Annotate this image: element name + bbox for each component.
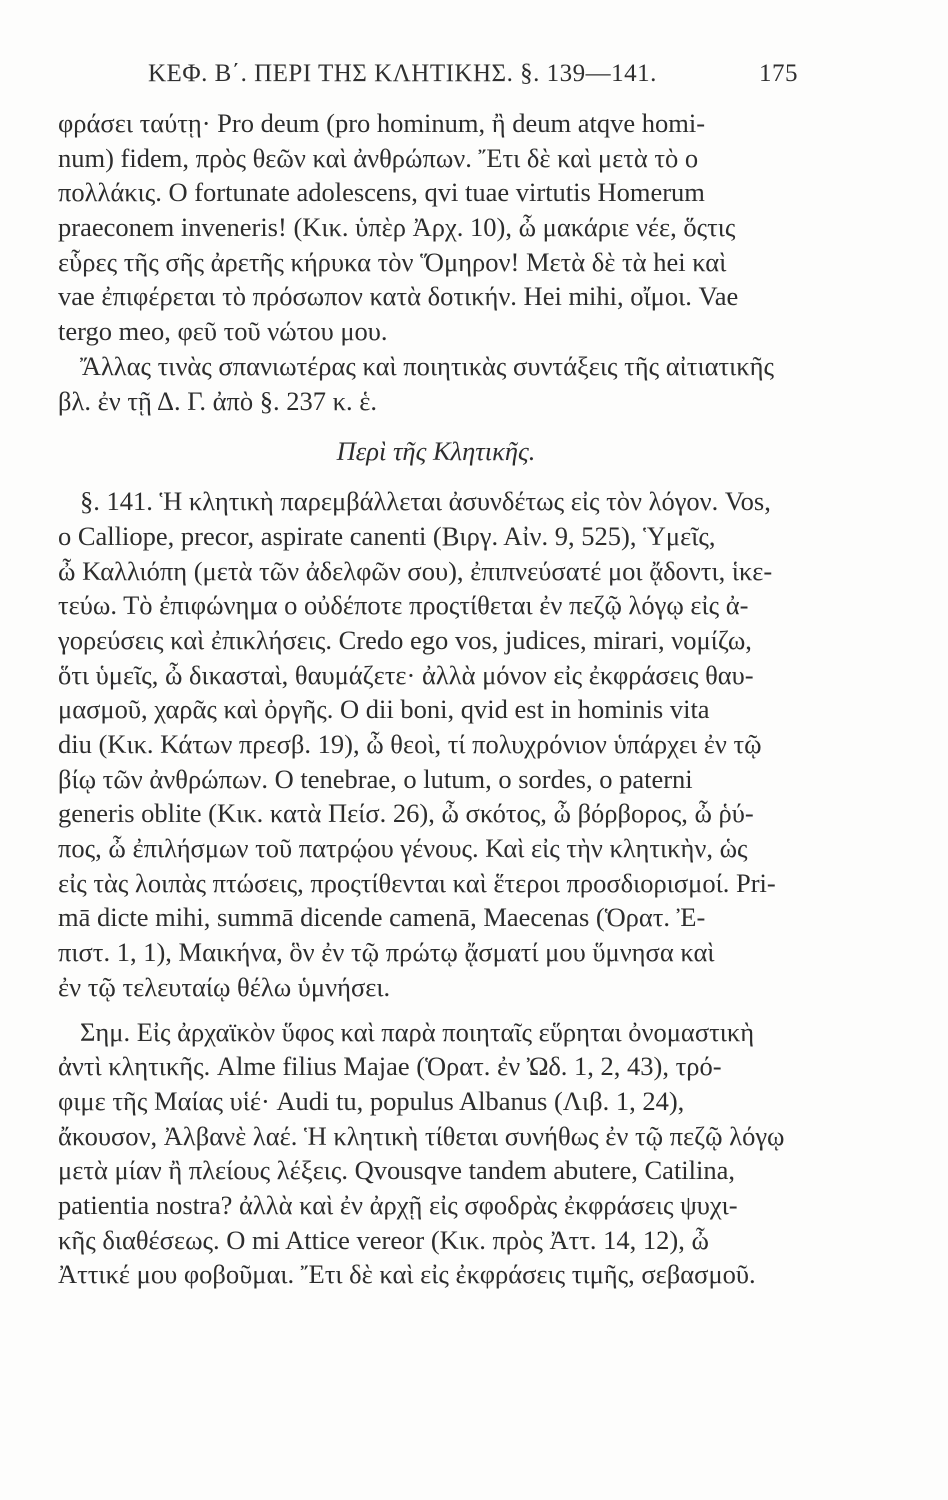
- text-line: μετὰ μίαν ἢ πλείους λέξεις. Qvousqve tandem abutere, Catilina,: [58, 1155, 736, 1186]
- running-header: [148, 60, 798, 100]
- text-line: πος, ὦ ἐπιλήσμων τοῦ πατρῴου γένους. Καὶ εἰς τὴν κλητικὴν, ὡς: [58, 833, 748, 864]
- text-line: generis oblite (Κικ. κατὰ Πείσ. 26), ὦ σκότος, ὦ βόρβορος, ὦ ῥύ-: [58, 798, 754, 829]
- text-line: ὦ Καλλιόπη (μετὰ τῶν ἀδελφῶν σου), ἐπιπνεύσατέ μοι ᾄδοντι, ἱκε-: [58, 555, 773, 586]
- text-line: εὗρες τῆς σῆς ἀρετῆς κήρυκα τὸν Ὅμηρον! Μετὰ δὲ τὰ hei καὶ: [58, 246, 727, 277]
- section-heading: Περὶ τῆς Κλητικῆς.: [336, 436, 536, 467]
- text-line: o Calliope, precor, aspirate canenti (Βιργ. Αἰν. 9, 525), Ὑμεῖς,: [58, 520, 716, 551]
- text-line: tergo meo, φεῦ τοῦ νώτου μου.: [58, 316, 388, 347]
- paragraph-section-141: [58, 484, 814, 1004]
- spacer: [58, 1005, 814, 1015]
- text-line: §. 141. Ἡ κλητικὴ παρεμβάλλεται ἀσυνδέτως εἰς τὸν λόγον. Vos,: [80, 486, 771, 517]
- text-line: vae ἐπιφέρεται τὸ πρόσωπον κατὰ δοτικήν. Hei mihi, οἴμοι. Vae: [58, 281, 739, 312]
- text-line: κῆς διαθέσεως. O mi Attice vereor (Κικ. πρὸς Ἀττ. 14, 12), ὦ: [58, 1224, 709, 1255]
- text-line: mā dicte mihi, summā dicende camenā, Maecenas (Ὁρατ. Ἐ-: [58, 902, 706, 933]
- text-line: patientia nostra? ἀλλὰ καὶ ἐν ἀρχῇ εἰς σφοδρὰς ἐκφράσεις ψυχι-: [58, 1189, 738, 1220]
- text-line: βλ. ἐν τῇ Δ. Γ. ἀπὸ §. 237 κ. ἑ.: [58, 385, 378, 416]
- body-text: [58, 106, 814, 1292]
- text-line: diu (Κικ. Κάτων πρεσβ. 19), ὦ θεοὶ, τί πολυχρόνιον ὑπάρχει ἐν τῷ: [58, 729, 762, 759]
- text-line: πολλάκις. O fortunate adolescens, qvi tuae virtutis Homerum: [58, 177, 705, 208]
- text-line: τεύω. Τὸ ἐπιφώνημα ο οὐδέποτε προςτίθεται ἐν πεζῷ λόγῳ εἰς ἀ-: [58, 590, 749, 621]
- text-line: εἰς τὰς λοιπὰς πτώσεις, προςτίθενται καὶ ἕτεροι προσδιορισμοί. Pri-: [58, 867, 776, 898]
- text-line: βίῳ τῶν ἀνθρώπων. O tenebrae, o lutum, o sordes, o paterni: [58, 763, 693, 794]
- running-title: ΚΕΦ. Β΄. ΠΕΡΙ ΤΗΣ ΚΛΗΤΙΚΗΣ. §. 139—141.: [148, 60, 657, 87]
- text-line: φιμε τῆς Μαίας υἱέ· Audi tu, populus Albanus (Λιβ. 1, 24),: [58, 1085, 685, 1116]
- paragraph-vocative-exclamations: [58, 106, 814, 349]
- text-line: ἄκουσον, Ἀλβανὲ λαέ. Ἡ κλητικὴ τίθεται συνήθως ἐν τῷ πεζῷ λόγῳ: [58, 1120, 785, 1151]
- text-line: praeconem inveneris! (Κικ. ὑπὲρ Ἀρχ. 10), ὦ μακάριε νέε, ὅςτις: [58, 212, 736, 243]
- text-line: ἀντὶ κλητικῆς. Alme filius Majae (Ὁρατ. ἐν Ὠδ. 1, 2, 43), τρό-: [58, 1051, 722, 1082]
- paragraph-cross-reference: [58, 349, 814, 418]
- text-line: num) fidem, πρὸς θεῶν καὶ ἀνθρώπων. Ἔτι δὲ καὶ μετὰ τὸ ο: [58, 142, 699, 173]
- text-line: Ἄλλας τινὰς σπανιωτέρας καὶ ποιητικὰς συντάξεις τῆς αἰτιατικῆς: [80, 350, 774, 381]
- text-line: ὅτι ὑμεῖς, ὦ δικασταὶ, θαυμάζετε· ἀλλὰ μόνον εἰς ἐκφράσεις θαυ-: [58, 659, 754, 690]
- page-number: 175: [759, 60, 798, 87]
- text-line: μασμοῦ, χαρᾶς καὶ ὀργῆς. O dii boni, qvid est in hominis vita: [58, 694, 710, 725]
- text-line: ἐν τῷ τελευταίῳ θέλω ὑμνήσει.: [58, 971, 391, 1002]
- text-line: φράσει ταύτῃ· Pro deum (pro hominum, ἢ deum atqve homi-: [58, 108, 706, 138]
- spacer: [58, 418, 814, 428]
- text-line: Ἀττικέ μου φοβοῦμαι. Ἔτι δὲ καὶ εἰς ἐκφράσεις τιμῆς, σεβασμοῦ.: [58, 1259, 756, 1290]
- spacer: [58, 474, 814, 484]
- text-line: πιστ. 1, 1), Μαικήνα, ὃν ἐν τῷ πρώτῳ ᾄσματί μου ὕμνησα καὶ: [58, 937, 715, 968]
- paragraph-note: [58, 1015, 814, 1293]
- text-line: Σημ. Εἰς ἀρχαϊκὸν ὕφος καὶ παρὰ ποιηταῖς εὕρηται ὀνομαστικὴ: [80, 1016, 755, 1047]
- text-line: γορεύσεις καὶ ἐπικλήσεις. Credo ego vos, judices, mirari, νομίζω,: [58, 624, 752, 655]
